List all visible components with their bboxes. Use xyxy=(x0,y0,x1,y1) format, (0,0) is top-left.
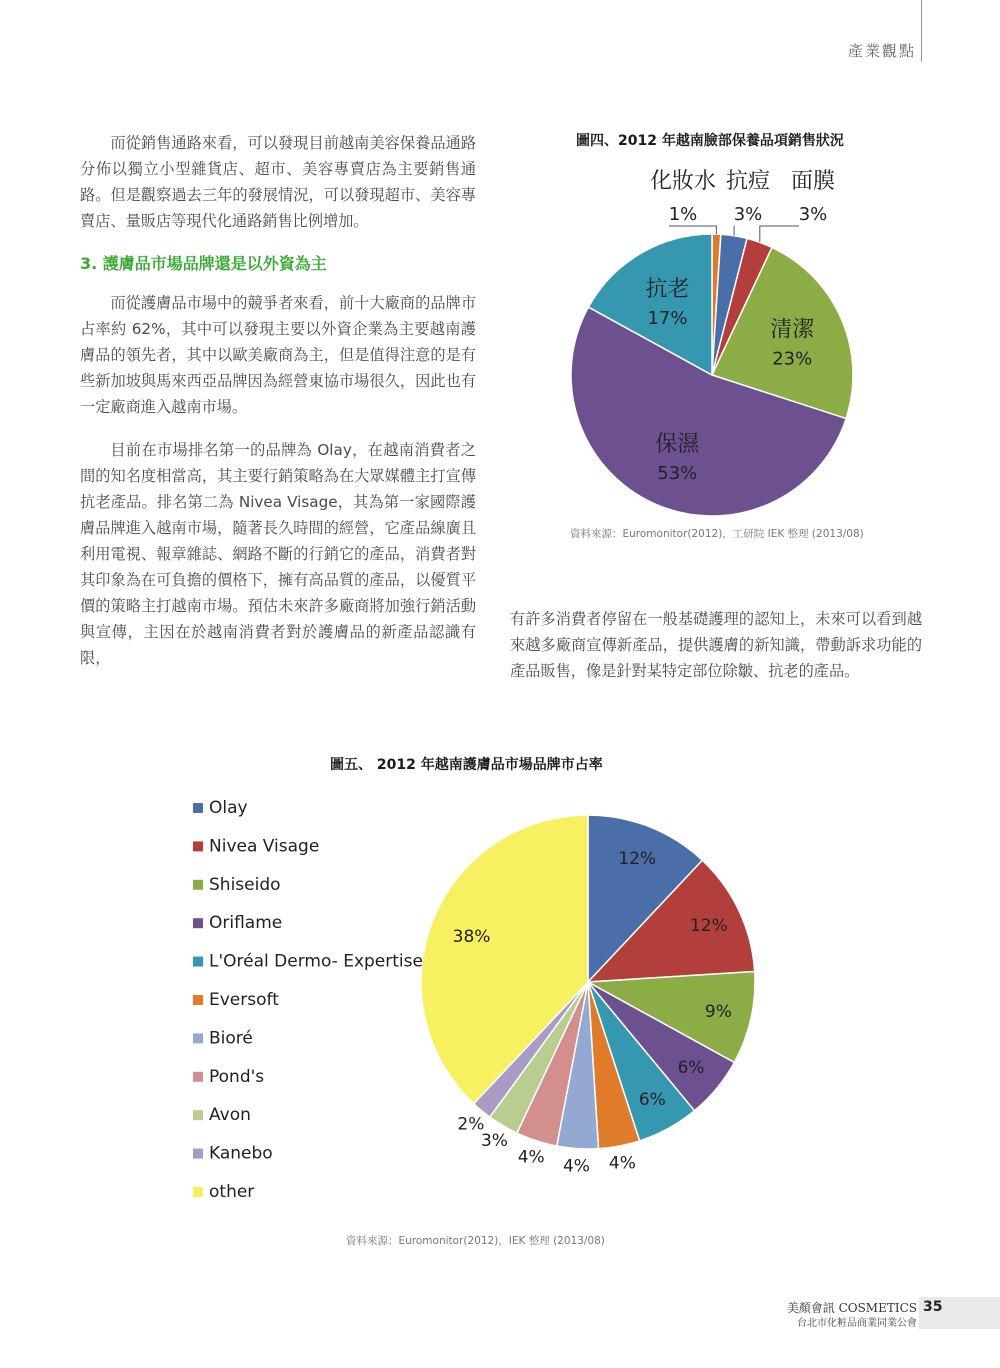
fig4-label-3: 23% xyxy=(772,348,813,370)
figure4-title: 圖四、2012 年越南臉部保養品項銷售狀況 xyxy=(576,133,844,149)
fig4-label-1: 3% xyxy=(733,204,763,225)
fig5-legend-swatch-shiseido xyxy=(193,880,203,890)
fig5-legend-other: other xyxy=(209,1182,255,1202)
fig5-label-7: 4% xyxy=(517,1147,545,1168)
fig5-label-2: 9% xyxy=(704,1002,732,1023)
header-rule xyxy=(921,0,922,62)
section-label: 產業觀點 xyxy=(847,42,916,60)
fig5-legend-swatch-nivea-visage xyxy=(193,841,203,851)
fig5-legend-swatch-avon xyxy=(193,1110,203,1120)
fig5-label-1: 12% xyxy=(689,916,728,937)
figure4-pie-chart xyxy=(560,150,870,525)
figure4-source: 資料來源：Euromonitor(2012)，工研院 IEK 整理 (2013/08) xyxy=(570,528,864,540)
figure5-title: 圖五、 2012 年越南護膚品市場品牌市占率 xyxy=(330,757,603,773)
paragraph-continuation: 有許多消費者停留在一般基礎護理的認知上，未來可以看到越來越多廠商宣傳新產品，提供護膚的新知識，帶動訴求功能的產品販售，像是針對某特定部位除皺、抗老的產品。 xyxy=(510,610,922,680)
fig5-legend-swatch-other xyxy=(193,1187,203,1197)
fig4-name-2: 面膜 xyxy=(790,169,836,194)
fig4-leader-0 xyxy=(669,226,716,234)
fig5-legend-shiseido: Shiseido xyxy=(209,874,281,895)
fig5-legend-kanebo: Kanebo xyxy=(209,1143,273,1164)
paragraph-sales-channels: 而從銷售通路來看，可以發現目前越南美容保養品通路分佈以獨立小型雜貨店、超市、美容專賣店為主要銷售通路。但是觀察過去三年的發展情況，可以發現超市、美容專賣店、量販店等現代化通路銷售比例增加。 xyxy=(80,134,476,230)
fig5-legend-bior: Bioré xyxy=(209,1028,253,1049)
fig5-label-0: 12% xyxy=(618,848,657,869)
fig5-legend-olay: Olay xyxy=(209,798,248,818)
fig5-label-6: 4% xyxy=(562,1156,590,1177)
fig4-label-0: 1% xyxy=(668,204,698,225)
left-column xyxy=(80,130,476,688)
fig5-legend-nivea-visage: Nivea Visage xyxy=(209,836,320,857)
fig5-legend-swatch-oriflame xyxy=(193,918,203,928)
section-heading: 3. 護膚品市場品牌還是以外資為主 xyxy=(80,254,327,273)
fig4-name-0: 化妝水 xyxy=(649,169,717,194)
fig5-label-5: 4% xyxy=(608,1153,636,1174)
fig4-label-4: 53% xyxy=(657,463,698,485)
fig5-legend-l-or-al-dermo-expertise: L'Oréal Dermo- Expertise xyxy=(209,951,423,972)
fig5-label-4: 6% xyxy=(638,1090,666,1111)
paragraph-brands: 目前在市場排名第一的品牌為 Olay，在越南消費者之間的知名度相當高，其主要行銷策略為在大眾媒體主打宣傳抗老產品。排名第二為 Nivea Visage，其為第一家國際護膚品牌進入越南市場，隨著長久時間的經營，它產品線廣且利用電視、報章雜誌、網路不斷的行銷它的產品，消費者對其印象為在可負擔的價格下，擁有高品質的產品，以優質平價的策略主打越南市場。預估未來許多廠商將加強行銷活動與宣傳，主因在於越南消費者對於護膚品的新產品認識有限， xyxy=(80,441,476,667)
fig4-name-1: 抗痘 xyxy=(725,169,771,194)
page-footer xyxy=(760,1297,1000,1329)
fig5-legend-swatch-l-or-al-dermo-expertise xyxy=(193,957,203,967)
paragraph-competitors: 而從護膚品市場中的競爭者來看，前十大廠商的品牌市占率約 62%，其中可以發現主要以外資企業為主要越南護膚品的領先者，其中以歐美廠商為主，但是值得注意的是有些新加坡與馬來西亞品牌因為經營東協市場很久，因此也有一定廠商進入越南市場。 xyxy=(80,294,476,416)
fig4-leader-2 xyxy=(760,226,799,242)
fig4-name-4: 保濕 xyxy=(655,432,700,458)
fig4-name-3: 清潔 xyxy=(770,317,815,343)
figure5-source: 資料來源：Euromonitor(2012)，IEK 整理 (2013/08) xyxy=(346,1235,605,1247)
figure5-pie-chart xyxy=(180,790,780,1210)
fig5-label-3: 6% xyxy=(677,1058,705,1079)
page-number: 35 xyxy=(923,1299,943,1315)
fig4-name-5: 抗老 xyxy=(645,276,690,302)
footer-brand: 美顏會訊 COSMETICS xyxy=(786,1301,917,1315)
fig5-label-8: 3% xyxy=(480,1131,508,1152)
fig4-label-5: 17% xyxy=(647,307,688,329)
fig5-legend-pond-s: Pond's xyxy=(209,1066,265,1087)
fig5-legend-swatch-olay xyxy=(193,803,203,813)
fig5-legend-oriflame: Oriflame xyxy=(209,913,283,934)
fig5-legend-avon: Avon xyxy=(209,1105,251,1126)
fig5-legend-swatch-kanebo xyxy=(193,1149,203,1159)
fig5-label-9: 2% xyxy=(457,1114,485,1135)
footer-subtitle: 台北市化粧品商業同業公會 xyxy=(797,1318,917,1329)
fig5-legend-swatch-bior xyxy=(193,1033,203,1043)
fig5-legend-swatch-eversoft xyxy=(193,995,203,1005)
fig5-legend-swatch-pond-s xyxy=(193,1072,203,1082)
fig5-label-10: 38% xyxy=(452,926,491,947)
fig5-legend-eversoft: Eversoft xyxy=(209,990,279,1010)
fig4-label-2: 3% xyxy=(798,204,828,225)
right-column xyxy=(510,606,922,684)
